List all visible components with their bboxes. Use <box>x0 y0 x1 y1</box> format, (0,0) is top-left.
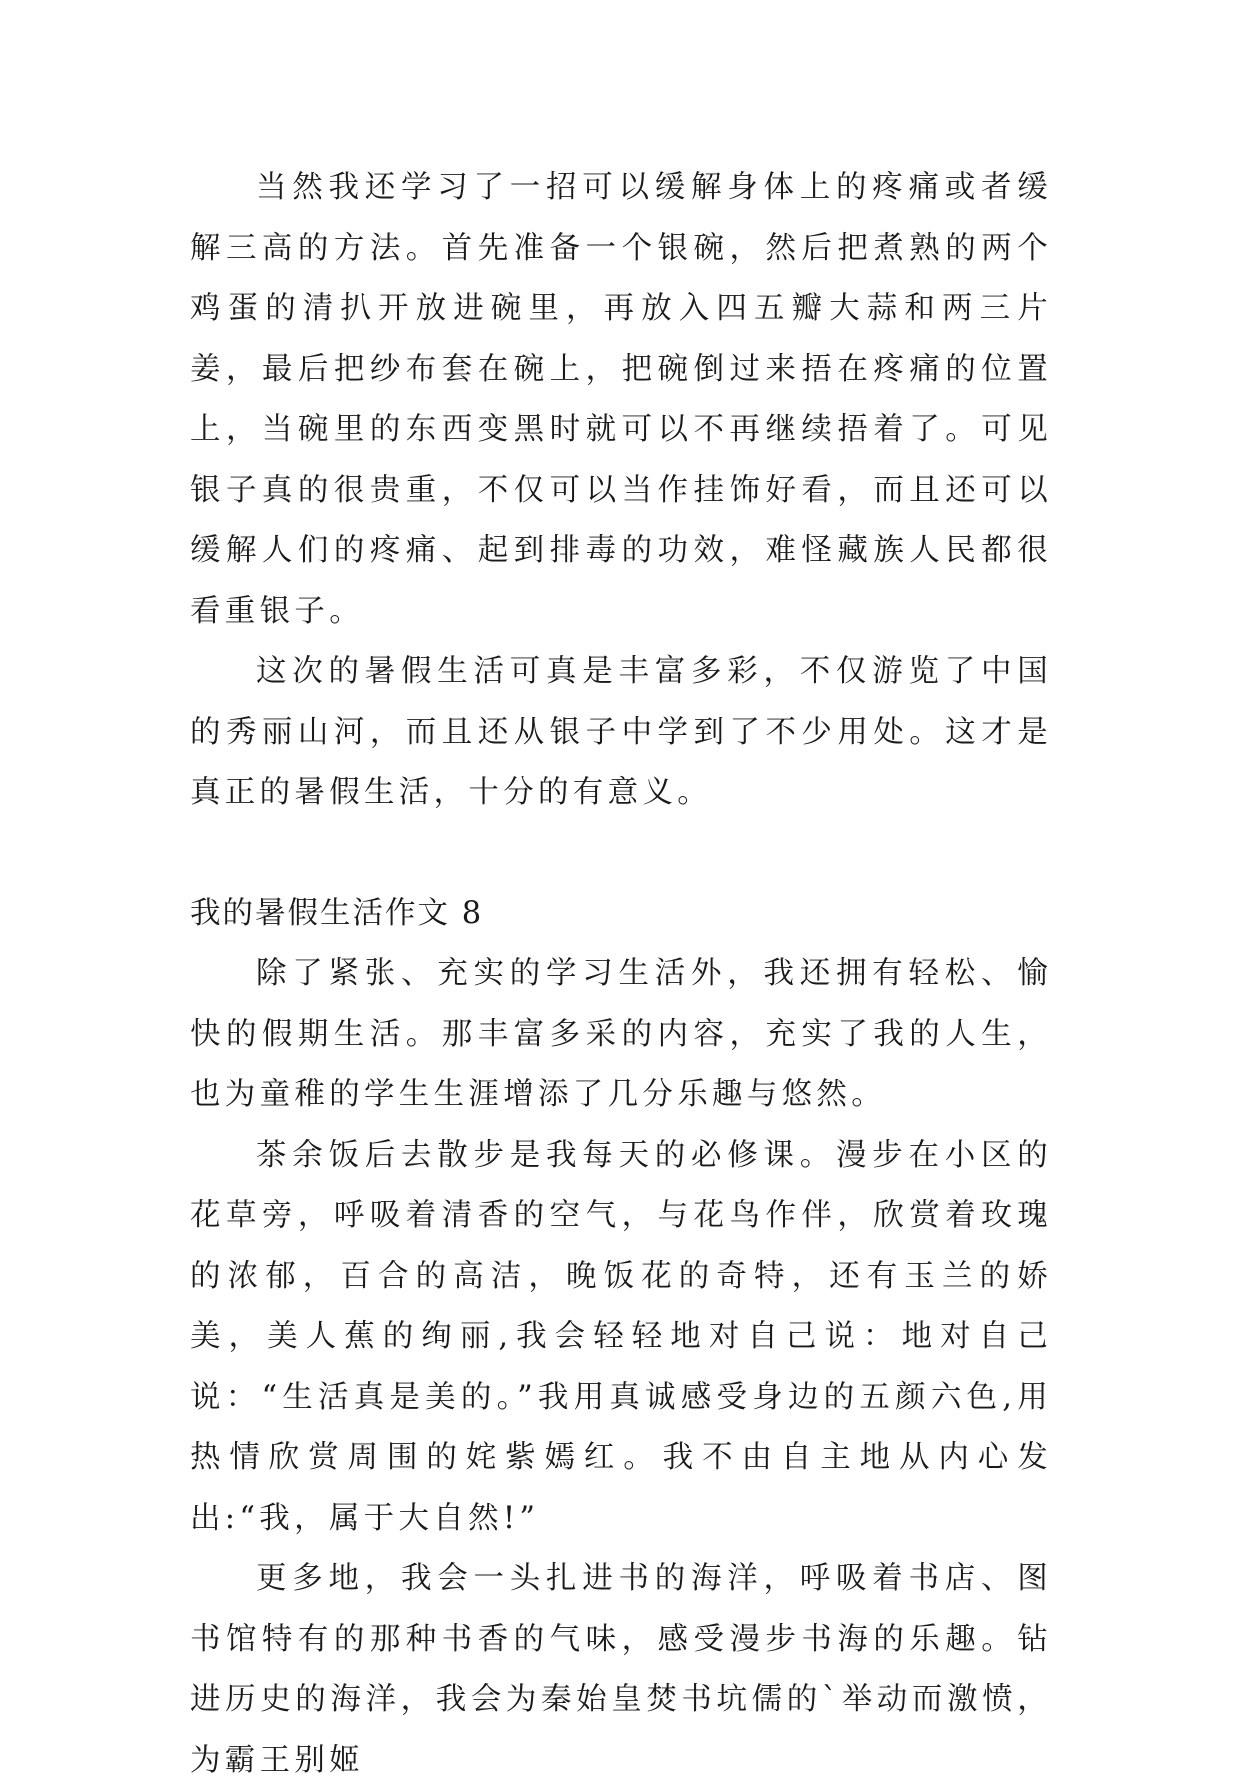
section-gap <box>190 824 1052 884</box>
section-title: 我的暑假生活作文 8 <box>190 895 484 931</box>
paragraph: 这次的暑假生活可真是丰富多彩，不仅游览了中国的秀丽山河，而且还从银子中学到了不少用处。这才是真正的暑假生活，十分的有意义。 <box>190 654 1052 810</box>
paragraph: 当然我还学习了一招可以缓解身体上的疼痛或者缓解三高的方法。首先准备一个银碗，然后把煮熟的两个鸡蛋的清扒开放进碗里，再放入四五瓣大蒜和两三片姜，最后把纱布套在碗上，把碗倒过来捂在疼痛的位置上，当碗里的东西变黑时就可以不再继续捂着了。可见银子真的很贵重，不仅可以当作挂饰好看，而且还可以缓解人们的疼痛、起到排毒的功效，难怪藏族人民都很看重银子。 <box>190 170 1052 629</box>
paragraph: 茶余饭后去散步是我每天的必修课。漫步在小区的花草旁，呼吸着清香的空气，与花鸟作伴，欣赏着玫瑰的浓郁，百合的高洁，晚饭花的奇特，还有玉兰的娇美，美人蕉的绚丽,我会轻轻地对自己说：地对自己说：“生活真是美的。”我用真诚感受身边的五颜六色,用热情欣赏周围的姹紫嫣红。我不由自主地从内心发出:“我，属于大自然!” <box>190 1137 1052 1536</box>
paragraph: 除了紧张、充实的学习生活外，我还拥有轻松、愉快的假期生活。那丰富多采的内容，充实了我的人生，也为童稚的学生生涯增添了几分乐趣与悠然。 <box>190 956 1052 1112</box>
document-body <box>190 158 1052 1791</box>
paragraph: 更多地，我会一头扎进书的海洋，呼吸着书店、图书馆特有的那种书香的气味，感受漫步书海的乐趣。钻进历史的海洋，我会为秦始皇焚书坑儒的`举动而激愤，为霸王别姬 <box>190 1561 1052 1778</box>
